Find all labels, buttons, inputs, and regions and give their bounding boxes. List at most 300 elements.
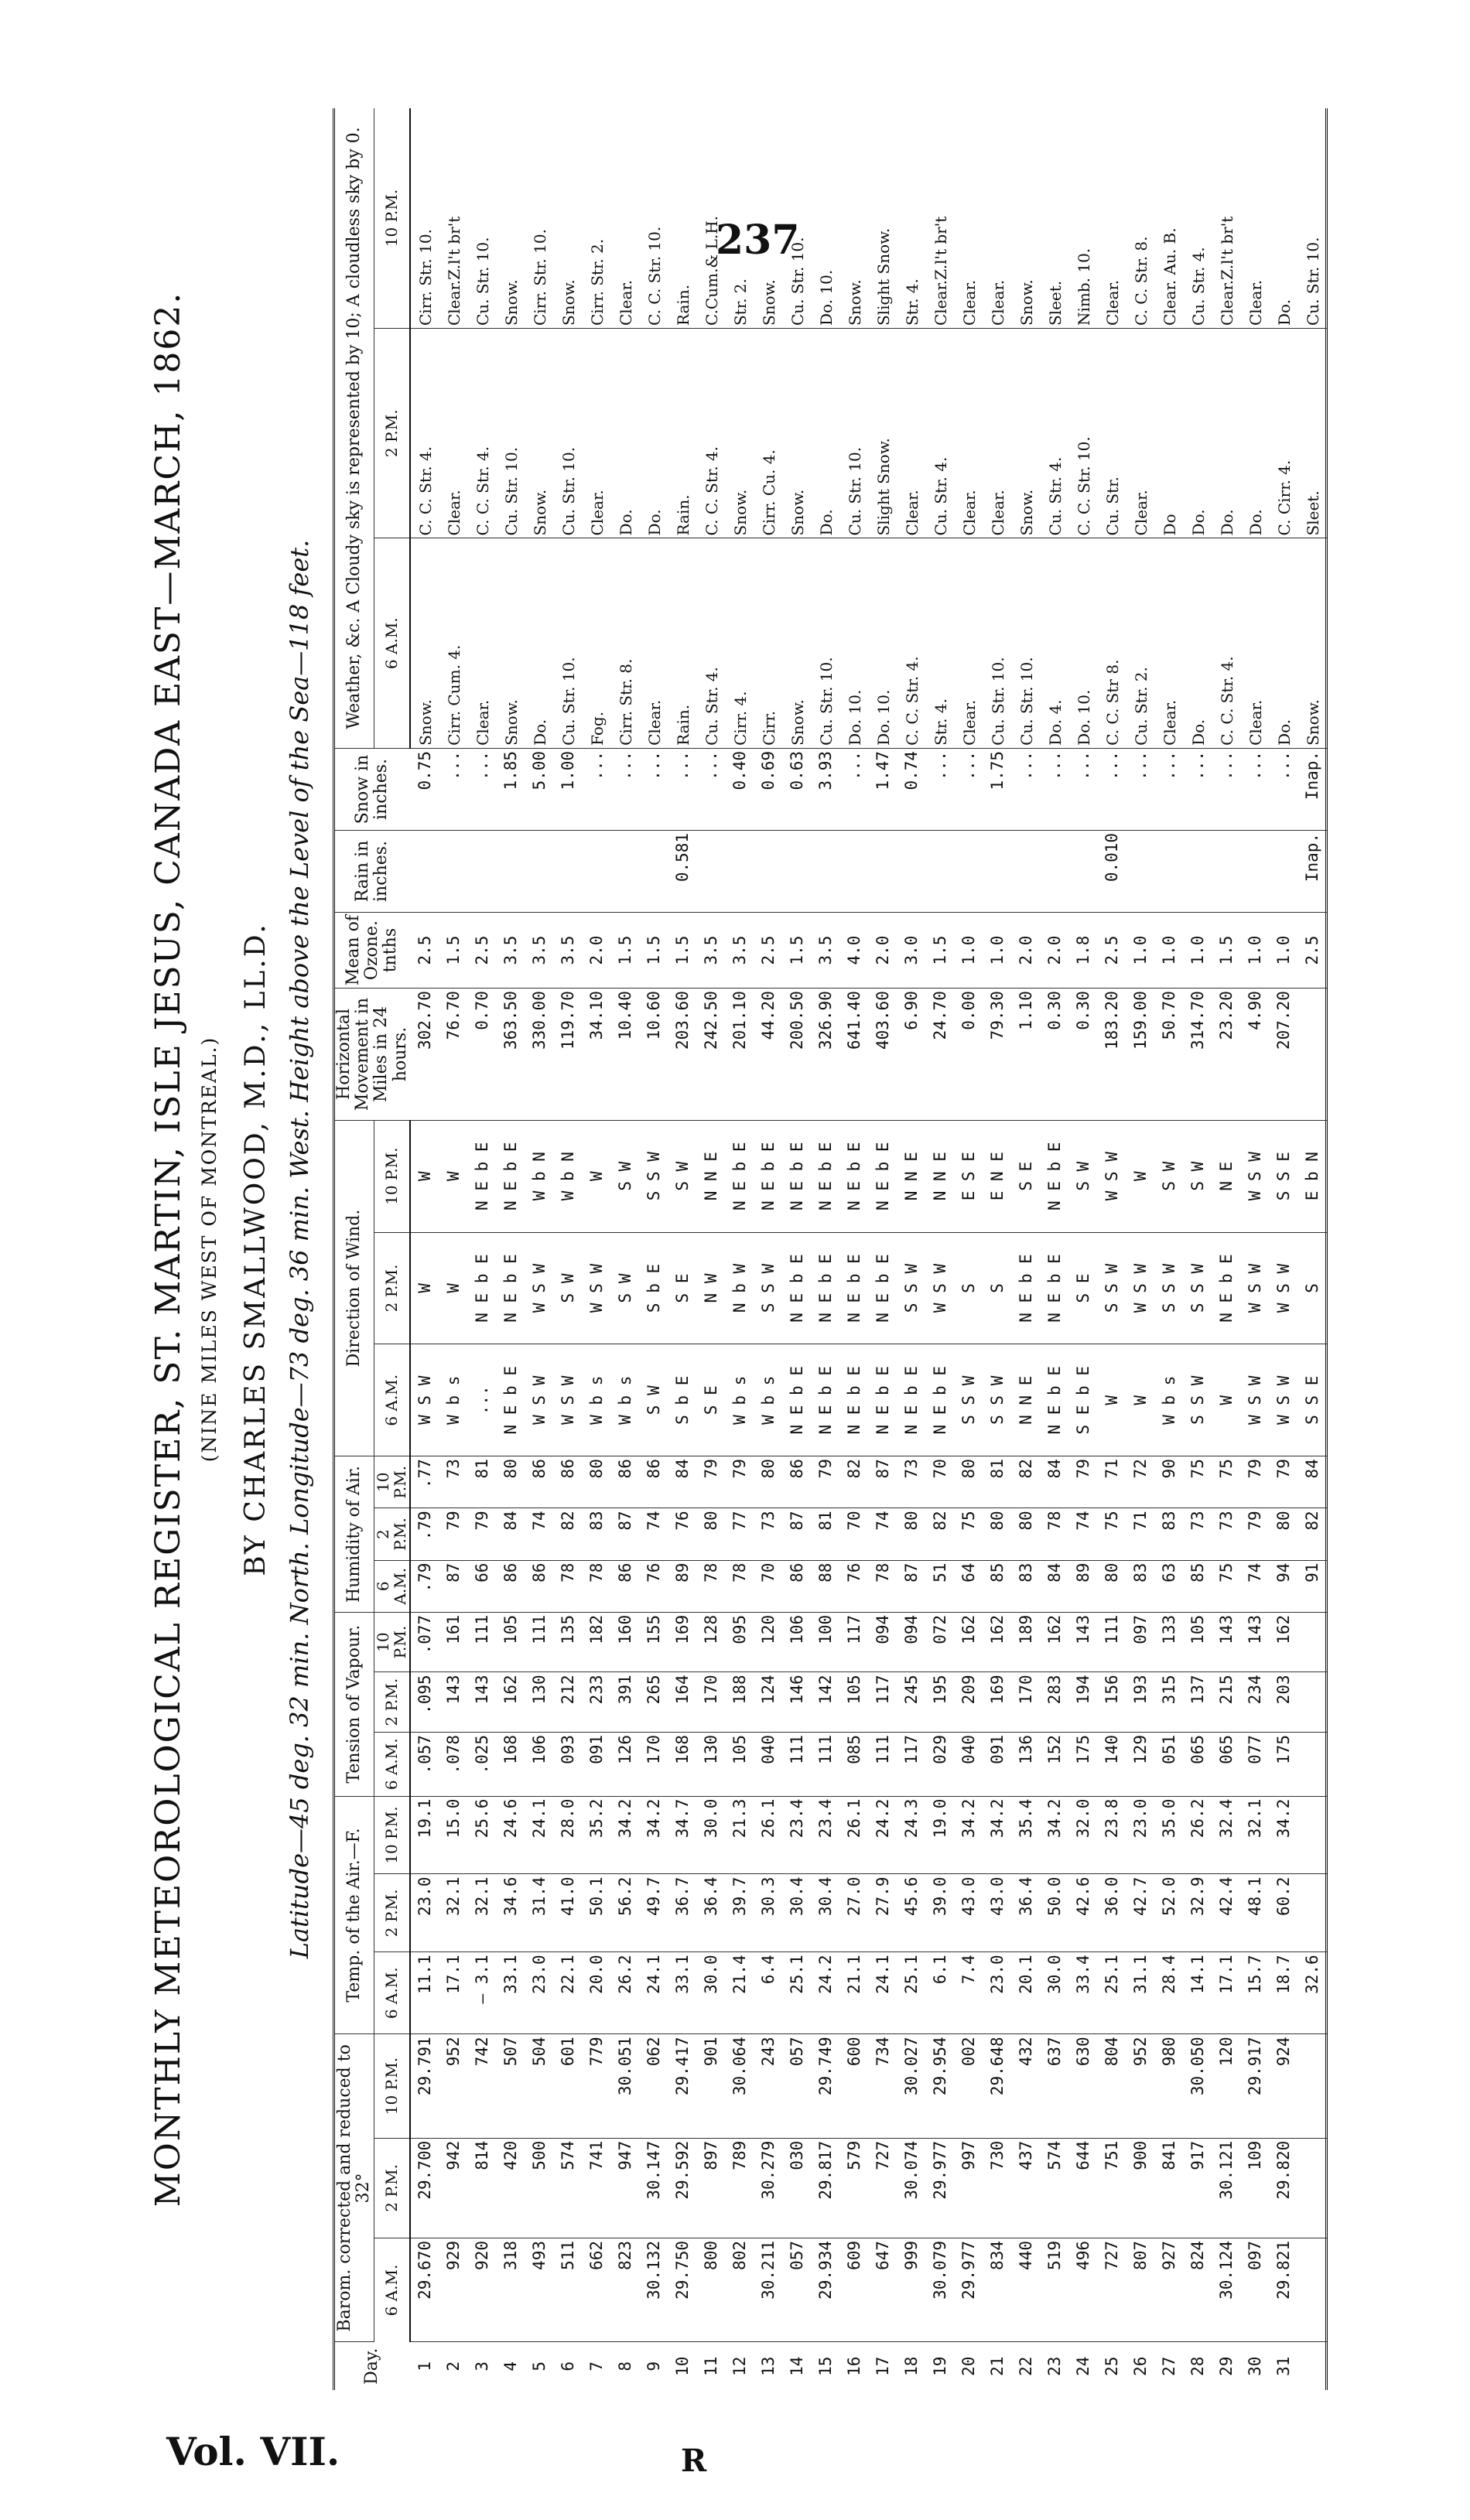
table-cell: 32.9 bbox=[1184, 1874, 1212, 1952]
table-cell: 093 bbox=[554, 1732, 583, 1796]
table-cell: 24.2 bbox=[869, 1796, 897, 1874]
table-cell: Sleet. bbox=[1041, 108, 1069, 329]
table-cell: ... bbox=[468, 1344, 497, 1456]
subheader-humidity-2pm: 2 P.M. bbox=[374, 1508, 410, 1560]
table-cell: 029 bbox=[926, 1732, 955, 1796]
table-cell: Cu. Str. 10. bbox=[554, 329, 583, 538]
table-cell: 24.3 bbox=[897, 1796, 926, 1874]
table-cell: 929 bbox=[440, 2238, 469, 2342]
table-cell: 156 bbox=[1098, 1672, 1126, 1733]
table-cell: 3 bbox=[473, 2361, 492, 2371]
table-cell: N E b E bbox=[726, 1120, 754, 1232]
subheader-wind-10pm: 10 P.M. bbox=[374, 1120, 410, 1232]
table-cell: 70 bbox=[926, 1456, 955, 1508]
table-cell: 19 bbox=[931, 2356, 950, 2376]
table-cell: 32.1 bbox=[468, 1874, 497, 1952]
table-cell: 1.5 bbox=[783, 912, 812, 988]
table-cell: 644 bbox=[1069, 2138, 1098, 2238]
table-cell: 79 bbox=[1241, 1508, 1270, 1560]
table-cell: 242.50 bbox=[697, 989, 726, 1121]
table-cell: W S W bbox=[1241, 1344, 1270, 1456]
table-cell: S S E bbox=[1270, 1120, 1298, 1232]
table-cell: Do. bbox=[1184, 329, 1212, 538]
table-cell bbox=[525, 830, 554, 912]
table-cell: 21 bbox=[988, 2356, 1007, 2376]
table-cell: Cu. Str. 10. bbox=[497, 329, 525, 538]
table-cell: S E bbox=[1069, 1232, 1098, 1344]
table-cell: 999 bbox=[897, 2238, 926, 2342]
table-cell: 160 bbox=[611, 1612, 640, 1672]
table-cell: Do. bbox=[1270, 538, 1298, 748]
table-cell: S W bbox=[554, 1232, 583, 1344]
table-cell: 511 bbox=[554, 2238, 583, 2342]
table-cell: 30.051 bbox=[611, 2034, 640, 2138]
table-cell: 30.4 bbox=[812, 1874, 840, 1952]
table-cell bbox=[1298, 1732, 1327, 1796]
table-cell: 26.1 bbox=[754, 1796, 783, 1874]
table-cell: 3.0 bbox=[897, 912, 926, 988]
table-cell: 496 bbox=[1069, 2238, 1098, 2342]
table-cell: S W bbox=[668, 1120, 697, 1232]
table-row bbox=[783, 108, 812, 2390]
table-row bbox=[1184, 108, 1212, 2390]
table-cell: 3.5 bbox=[525, 912, 554, 988]
table-cell: 504 bbox=[525, 2034, 554, 2138]
table-cell: 1.5 bbox=[1212, 912, 1241, 988]
table-cell: 87 bbox=[897, 1560, 926, 1612]
table-cell: 6.90 bbox=[897, 989, 926, 1121]
table-cell: 29.648 bbox=[983, 2034, 1012, 2138]
table-cell: 162 bbox=[983, 1612, 1012, 1672]
table-cell: 609 bbox=[840, 2238, 869, 2342]
table-cell: Snow. bbox=[726, 329, 754, 538]
table-cell bbox=[640, 830, 668, 912]
table-cell: 39.7 bbox=[726, 1874, 754, 1952]
subheader-tension-6am: 6 A.M. bbox=[374, 1732, 410, 1796]
subheader-weather-6am: 6 A.M. bbox=[374, 538, 410, 748]
table-cell: N E b E bbox=[1041, 1344, 1069, 1456]
table-cell: 82 bbox=[840, 1456, 869, 1508]
table-cell: 072 bbox=[926, 1612, 955, 1672]
table-cell: 440 bbox=[1012, 2238, 1041, 2342]
table-cell: 601 bbox=[554, 2034, 583, 2138]
table-cell: 8 bbox=[616, 2361, 635, 2371]
table-cell: 30.064 bbox=[726, 2034, 754, 2138]
table-cell: 0.74 bbox=[897, 748, 926, 830]
table-cell: 105 bbox=[497, 1612, 525, 1672]
table-cell: 80 bbox=[1098, 1560, 1126, 1612]
table-cell: 741 bbox=[583, 2138, 611, 2238]
table-cell: 29.791 bbox=[410, 2034, 440, 2138]
subheader-temp-10pm: 10 P.M. bbox=[374, 1796, 410, 1874]
table-cell: 73 bbox=[897, 1456, 926, 1508]
table-cell: Do. bbox=[1241, 329, 1270, 538]
table-cell: ... bbox=[1012, 748, 1041, 830]
table-cell: C. C. Str. 8. bbox=[1126, 108, 1155, 329]
table-cell: 33.4 bbox=[1069, 1952, 1098, 2034]
table-cell: 70 bbox=[754, 1560, 783, 1612]
table-cell: 25.1 bbox=[1098, 1952, 1126, 2034]
table-cell: 30.0 bbox=[697, 1796, 726, 1874]
table-cell: ... bbox=[926, 748, 955, 830]
table-cell: 87 bbox=[869, 1456, 897, 1508]
table-cell: 23.0 bbox=[983, 1952, 1012, 2034]
table-cell: 111 bbox=[468, 1612, 497, 1672]
table-cell: 19.0 bbox=[926, 1796, 955, 1874]
table-cell: Slight Snow. bbox=[869, 329, 897, 538]
table-cell: 29.821 bbox=[1270, 2238, 1298, 2342]
table-cell: ... bbox=[1241, 748, 1270, 830]
table-cell: .77 bbox=[410, 1456, 440, 1508]
table-cell: 5.00 bbox=[525, 748, 554, 830]
table-row bbox=[840, 108, 869, 2390]
table-cell: 143 bbox=[440, 1672, 469, 1733]
table-cell: 142 bbox=[812, 1672, 840, 1733]
table-cell: 3.5 bbox=[497, 912, 525, 988]
table-cell: 493 bbox=[525, 2238, 554, 2342]
table-cell: 3.5 bbox=[554, 912, 583, 988]
table-row bbox=[554, 108, 583, 2390]
table-cell bbox=[1270, 830, 1298, 912]
table-cell: Slight Snow. bbox=[869, 108, 897, 329]
table-cell: 29.977 bbox=[926, 2138, 955, 2238]
table-cell: Snow. bbox=[754, 108, 783, 329]
table-cell: 15.7 bbox=[1241, 1952, 1270, 2034]
table-cell: 19.1 bbox=[410, 1796, 440, 1874]
table-cell: Snow. bbox=[783, 538, 812, 748]
header-tension: Tension of Vapour. bbox=[335, 1612, 374, 1796]
header-barom: Barom. corrected and reduced to 32° bbox=[335, 2034, 374, 2342]
table-cell bbox=[783, 830, 812, 912]
table-cell: 3.93 bbox=[812, 748, 840, 830]
table-cell: 507 bbox=[497, 2034, 525, 2138]
table-cell: 29.934 bbox=[812, 2238, 840, 2342]
table-cell: 34.2 bbox=[611, 1796, 640, 1874]
table-cell: 83 bbox=[1012, 1560, 1041, 1612]
table-cell: N N E bbox=[897, 1120, 926, 1232]
table-body bbox=[410, 108, 1328, 2390]
table-cell: 062 bbox=[640, 2034, 668, 2138]
table-cell: 28.0 bbox=[554, 1796, 583, 1874]
table-cell: S W bbox=[611, 1120, 640, 1232]
table-cell: Do. 10. bbox=[1069, 538, 1098, 748]
table-cell: 2.5 bbox=[1298, 912, 1327, 988]
table-cell: W S W bbox=[1270, 1344, 1298, 1456]
table-cell: W bbox=[440, 1232, 469, 1344]
table-cell: Clear. Au. B. bbox=[1155, 108, 1184, 329]
table-cell: Snow. bbox=[783, 329, 812, 538]
table-cell: 302.70 bbox=[410, 989, 440, 1121]
table-cell: .057 bbox=[410, 1732, 440, 1796]
table-cell: Str. 4. bbox=[926, 538, 955, 748]
table-cell: 212 bbox=[554, 1672, 583, 1733]
table-cell: S S W bbox=[983, 1344, 1012, 1456]
table-cell: 87 bbox=[611, 1508, 640, 1560]
table-row bbox=[1012, 108, 1041, 2390]
table-cell: 189 bbox=[1012, 1612, 1041, 1672]
table-cell: 600 bbox=[840, 2034, 869, 2138]
subheader-humidity-6am: 6 A.M. bbox=[374, 1560, 410, 1612]
table-cell: Snow. bbox=[1298, 538, 1327, 748]
table-cell: C. C. Str. 10. bbox=[1069, 329, 1098, 538]
table-cell: N E b E bbox=[497, 1232, 525, 1344]
table-cell: 952 bbox=[440, 2034, 469, 2138]
table-cell: 33.1 bbox=[497, 1952, 525, 2034]
table-row bbox=[640, 108, 668, 2390]
meteorological-table bbox=[335, 108, 1327, 2390]
table-cell: 11.1 bbox=[410, 1952, 440, 2034]
table-cell: 574 bbox=[554, 2138, 583, 2238]
table-cell: 80 bbox=[955, 1456, 983, 1508]
table-cell: 203 bbox=[1270, 1672, 1298, 1733]
table-cell: 630 bbox=[1069, 2034, 1098, 2138]
table-cell: 80 bbox=[1012, 1508, 1041, 1560]
table-cell bbox=[583, 830, 611, 912]
table-cell: W S W bbox=[410, 1344, 440, 1456]
table-cell: Do bbox=[1155, 329, 1184, 538]
table-cell: 2.5 bbox=[410, 912, 440, 988]
table-cell: Cu. Str. 4. bbox=[1041, 329, 1069, 538]
table-cell: 79 bbox=[1069, 1456, 1098, 1508]
table-cell: 79 bbox=[812, 1456, 840, 1508]
table-cell: Clear.Z.l't br't bbox=[440, 108, 469, 329]
table-cell: W b s bbox=[754, 1344, 783, 1456]
table-cell: 23.0 bbox=[1126, 1796, 1155, 1874]
table-cell: 85 bbox=[1184, 1560, 1212, 1612]
table-cell: 140 bbox=[1098, 1732, 1126, 1796]
table-cell: 952 bbox=[1126, 2034, 1155, 2138]
table-cell: 32.6 bbox=[1298, 1952, 1327, 2034]
table-cell: 647 bbox=[869, 2238, 897, 2342]
table-cell: Cirr. Cum. 4. bbox=[440, 538, 469, 748]
table-cell: 29.954 bbox=[926, 2034, 955, 2138]
table-cell: 10 bbox=[673, 2356, 692, 2376]
table-cell: 143 bbox=[1241, 1612, 1270, 1672]
table-cell: ... bbox=[668, 748, 697, 830]
table-cell: W bbox=[583, 1120, 611, 1232]
table-cell: 200.50 bbox=[783, 989, 812, 1121]
table-cell: 51 bbox=[926, 1560, 955, 1612]
table-cell: ... bbox=[1126, 748, 1155, 830]
table-cell: 823 bbox=[611, 2238, 640, 2342]
table-cell: 1.47 bbox=[869, 748, 897, 830]
table-cell: 30 bbox=[1246, 2356, 1265, 2376]
table-cell: Snow. bbox=[525, 329, 554, 538]
table-cell: 23.4 bbox=[783, 1796, 812, 1874]
table-cell: ... bbox=[583, 748, 611, 830]
table-cell: 097 bbox=[1126, 1612, 1155, 1672]
table-cell: 065 bbox=[1212, 1732, 1241, 1796]
table-cell: 500 bbox=[525, 2138, 554, 2238]
table-cell: 91 bbox=[1298, 1560, 1327, 1612]
table-cell: Clear. bbox=[955, 108, 983, 329]
table-cell: Snow. bbox=[497, 108, 525, 329]
table-cell: 051 bbox=[1155, 1732, 1184, 1796]
table-cell: 45.6 bbox=[897, 1874, 926, 1952]
table-cell: 80 bbox=[697, 1508, 726, 1560]
table-cell: 26.2 bbox=[1184, 1796, 1212, 1874]
table-cell: C. C. Str. 10. bbox=[640, 108, 668, 329]
table-cell: 106 bbox=[525, 1732, 554, 1796]
table-cell: C.Cum.& L.H. bbox=[697, 108, 726, 329]
table-cell: W S W bbox=[1241, 1232, 1270, 1344]
table-cell: 519 bbox=[1041, 2238, 1069, 2342]
table-cell: 1.8 bbox=[1069, 912, 1098, 988]
table-cell: 94 bbox=[1270, 1560, 1298, 1612]
table-cell: 82 bbox=[1012, 1456, 1041, 1508]
table-cell: ... bbox=[840, 748, 869, 830]
table-cell: 50.0 bbox=[1041, 1874, 1069, 1952]
table-cell: 1.5 bbox=[440, 912, 469, 988]
table-cell: 1.10 bbox=[1012, 989, 1041, 1121]
table-cell: 25.1 bbox=[783, 1952, 812, 2034]
table-cell: 16 bbox=[845, 2356, 864, 2376]
table-cell: 50.70 bbox=[1155, 989, 1184, 1121]
table-cell: 133 bbox=[1155, 1612, 1184, 1672]
table-cell: 1.85 bbox=[497, 748, 525, 830]
table-cell: 71 bbox=[1098, 1456, 1126, 1508]
table-row bbox=[1069, 108, 1098, 2390]
table-cell: N E b E bbox=[840, 1120, 869, 1232]
table-cell: 30.050 bbox=[1184, 2034, 1212, 2138]
table-cell: N W bbox=[697, 1232, 726, 1344]
table-cell: 997 bbox=[955, 2138, 983, 2238]
table-row bbox=[697, 108, 726, 2390]
table-cell: Snow. bbox=[1012, 108, 1041, 329]
table-cell: 091 bbox=[983, 1732, 1012, 1796]
table-cell: 111 bbox=[1098, 1612, 1126, 1672]
table-cell bbox=[726, 830, 754, 912]
table-cell: 727 bbox=[1098, 2238, 1126, 2342]
table-cell: 100 bbox=[812, 1612, 840, 1672]
table-cell: 2.0 bbox=[1041, 912, 1069, 988]
table-cell: 23.4 bbox=[812, 1796, 840, 1874]
table-cell: Rain. bbox=[668, 538, 697, 748]
table-cell: 78 bbox=[583, 1560, 611, 1612]
table-cell: 265 bbox=[640, 1672, 668, 1733]
table-cell: 76 bbox=[668, 1508, 697, 1560]
table-cell: 31 bbox=[1274, 2356, 1294, 2376]
table-cell: 040 bbox=[955, 1732, 983, 1796]
table-cell: Clear. bbox=[611, 108, 640, 329]
table-cell: 162 bbox=[1041, 1612, 1069, 1672]
table-cell: S S W bbox=[955, 1344, 983, 1456]
table-cell: N b W bbox=[726, 1232, 754, 1344]
table-cell: 30.147 bbox=[640, 2138, 668, 2238]
table-cell: S bbox=[1298, 1232, 1327, 1344]
table-cell: 420 bbox=[497, 2138, 525, 2238]
table-cell bbox=[697, 830, 726, 912]
table-cell: ... bbox=[1069, 748, 1098, 830]
table-cell: 21.3 bbox=[726, 1796, 754, 1874]
table-cell: 7.4 bbox=[955, 1952, 983, 2034]
table-cell: 159.00 bbox=[1126, 989, 1155, 1121]
table-cell: 106 bbox=[783, 1612, 812, 1672]
table-cell bbox=[1298, 989, 1327, 1121]
table-cell: ... bbox=[697, 748, 726, 830]
subheader-tension-10pm: 10 P.M. bbox=[374, 1612, 410, 1672]
register-author: BY CHARLES SMALLWOOD, M.D., LL.D. bbox=[240, 922, 272, 1576]
table-cell bbox=[926, 830, 955, 912]
table-cell: 0.30 bbox=[1041, 989, 1069, 1121]
table-row bbox=[525, 108, 554, 2390]
table-cell: N E b E bbox=[1012, 1232, 1041, 1344]
table-cell: 194 bbox=[1069, 1672, 1098, 1733]
table-cell bbox=[1126, 830, 1155, 912]
table-cell: 79 bbox=[1270, 1456, 1298, 1508]
table-cell: 29.749 bbox=[812, 2034, 840, 2138]
table-cell bbox=[812, 830, 840, 912]
table-cell: 243 bbox=[754, 2034, 783, 2138]
table-cell: S E bbox=[1012, 1120, 1041, 1232]
table-cell: N E b E bbox=[468, 1232, 497, 1344]
table-row bbox=[583, 108, 611, 2390]
table-cell: N E b E bbox=[840, 1344, 869, 1456]
table-cell: 18 bbox=[902, 2356, 921, 2376]
table-cell: 30.4 bbox=[783, 1874, 812, 1952]
header-rain: Rain in inches. bbox=[335, 830, 410, 912]
table-cell: 128 bbox=[697, 1612, 726, 1672]
table-cell: 834 bbox=[983, 2238, 1012, 2342]
header-movement: Horizontal Movement in Miles in 24 hours. bbox=[335, 989, 410, 1121]
table-cell: Cu. Str. 10. bbox=[983, 538, 1012, 748]
table-cell: ... bbox=[468, 748, 497, 830]
table-cell: Rain. bbox=[668, 329, 697, 538]
table-cell bbox=[754, 830, 783, 912]
table-cell bbox=[1298, 1796, 1327, 1874]
table-cell: 143 bbox=[1069, 1612, 1098, 1672]
table-cell: Rain. bbox=[668, 108, 697, 329]
table-cell: ... bbox=[640, 748, 668, 830]
table-cell: 742 bbox=[468, 2034, 497, 2138]
table-cell: 841 bbox=[1155, 2138, 1184, 2238]
table-cell: ... bbox=[1270, 748, 1298, 830]
table-cell: 23.8 bbox=[1098, 1796, 1126, 1874]
table-cell: 30.132 bbox=[640, 2238, 668, 2342]
table-cell: 391 bbox=[611, 1672, 640, 1733]
table-cell: 9 bbox=[644, 2361, 664, 2371]
table-cell: 10.60 bbox=[640, 989, 668, 1121]
table-cell: Snow. bbox=[840, 108, 869, 329]
table-cell: 29.700 bbox=[410, 2138, 440, 2238]
table-cell: N E b E bbox=[1041, 1232, 1069, 1344]
table-cell: Cirr. Str. 2. bbox=[583, 108, 611, 329]
table-cell: 730 bbox=[983, 2138, 1012, 2238]
table-cell: 195 bbox=[926, 1672, 955, 1733]
table-cell: 86 bbox=[783, 1560, 812, 1612]
table-row bbox=[869, 108, 897, 2390]
table-cell: 26.1 bbox=[840, 1796, 869, 1874]
table-cell: 87 bbox=[783, 1508, 812, 1560]
table-cell: 56.2 bbox=[611, 1874, 640, 1952]
table-cell: N E b E bbox=[783, 1120, 812, 1232]
table-cell: Snow. bbox=[1012, 329, 1041, 538]
table-cell: 2.0 bbox=[583, 912, 611, 988]
table-cell bbox=[611, 830, 640, 912]
table-cell: S E bbox=[697, 1344, 726, 1456]
table-cell: 637 bbox=[1041, 2034, 1069, 2138]
table-cell: C. C. Str. 4. bbox=[697, 329, 726, 538]
table-cell: 12 bbox=[730, 2356, 750, 2376]
table-cell: 152 bbox=[1041, 1732, 1069, 1796]
table-cell: 74 bbox=[1069, 1508, 1098, 1560]
table-cell: 73 bbox=[440, 1456, 469, 1508]
table-cell: 29.417 bbox=[668, 2034, 697, 2138]
table-row bbox=[926, 108, 955, 2390]
table-cell: S S W bbox=[1184, 1232, 1212, 1344]
table-cell: 924 bbox=[1270, 2034, 1298, 2138]
table-cell: 201.10 bbox=[726, 989, 754, 1121]
